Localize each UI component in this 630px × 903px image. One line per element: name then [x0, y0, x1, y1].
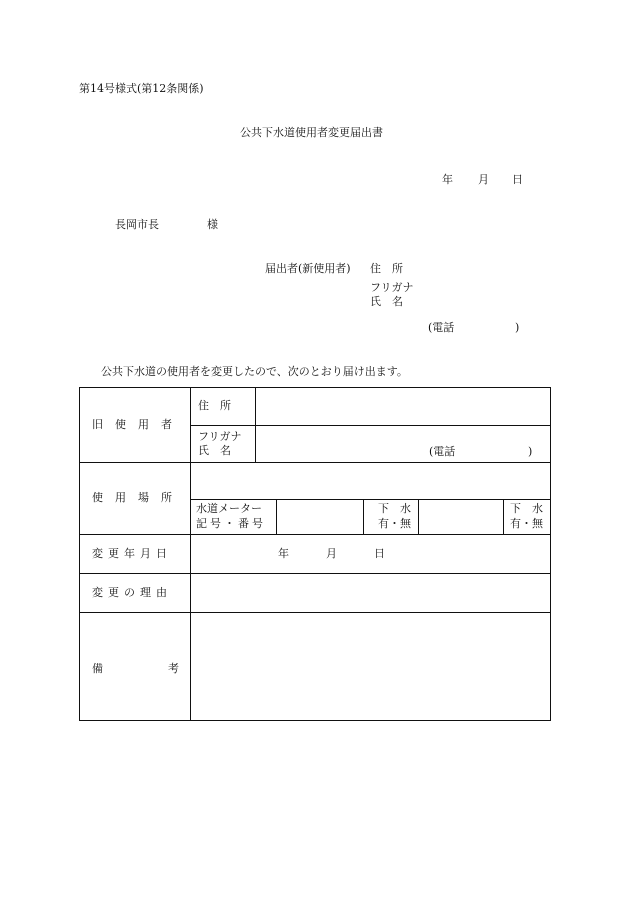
- meter-label-2: 記号・番号: [196, 517, 266, 530]
- location-address-value[interactable]: [196, 466, 546, 496]
- meter-label-1: 水道メーター: [196, 502, 262, 515]
- row-divider: [80, 462, 551, 463]
- sewer-2-bottom: 有・無: [510, 517, 543, 530]
- notifier-furigana-label: フリガナ: [370, 281, 414, 294]
- change-date-label: 変更年月日: [92, 547, 172, 560]
- date-day-label: 日: [512, 173, 523, 186]
- remarks-label-right: 考: [168, 662, 179, 675]
- reason-label: 変更の理由: [92, 586, 172, 599]
- addressee-honorific: 様: [207, 218, 218, 231]
- row-divider: [80, 573, 551, 574]
- change-date-month: 月: [326, 547, 337, 560]
- form-table: [79, 387, 551, 721]
- sewer-1-bottom: 有・無: [378, 517, 411, 530]
- column-divider: [276, 499, 277, 534]
- row-divider: [190, 425, 551, 426]
- reason-value[interactable]: [196, 578, 546, 608]
- remarks-value[interactable]: [196, 618, 546, 714]
- column-divider: [363, 499, 364, 534]
- column-divider: [503, 499, 504, 534]
- row-divider: [80, 534, 551, 535]
- row-divider: [80, 612, 551, 613]
- document-title: 公共下水道使用者変更届出書: [240, 126, 383, 139]
- old-user-phone-open: (電話: [429, 445, 456, 458]
- old-user-furigana-label: フリガナ: [198, 430, 242, 443]
- sewer-2-top: 下 水: [510, 502, 543, 515]
- change-date-year: 年: [278, 547, 289, 560]
- sewer-1-top: 下 水: [378, 502, 411, 515]
- old-user-phone-close: ): [528, 445, 533, 458]
- addressee-name: 長岡市長: [115, 218, 159, 231]
- column-divider: [418, 499, 419, 534]
- date-year-label: 年: [442, 173, 453, 186]
- notifier-phone-open: (電話: [428, 321, 455, 334]
- old-user-name-label: 氏 名: [198, 444, 231, 457]
- notifier-address-label: 住 所: [370, 262, 403, 275]
- old-user-address-value[interactable]: [262, 392, 547, 422]
- old-user-label: 旧使用者: [92, 418, 184, 431]
- date-month-label: 月: [478, 173, 489, 186]
- statement-text: 公共下水道の使用者を変更したので、次のとおり届け出ます。: [101, 365, 408, 378]
- notifier-label: 届出者(新使用者): [265, 262, 351, 275]
- change-date-day: 日: [374, 547, 385, 560]
- column-divider: [190, 388, 191, 721]
- row-divider: [190, 499, 551, 500]
- location-label: 使用場所: [92, 491, 184, 504]
- column-divider: [255, 388, 256, 462]
- remarks-label-left: 備: [92, 662, 103, 675]
- old-user-address-label: 住 所: [198, 399, 231, 412]
- notifier-name-label: 氏 名: [370, 295, 403, 308]
- form-number: 第14号様式(第12条関係): [79, 82, 204, 95]
- notifier-phone-close: ): [515, 321, 520, 334]
